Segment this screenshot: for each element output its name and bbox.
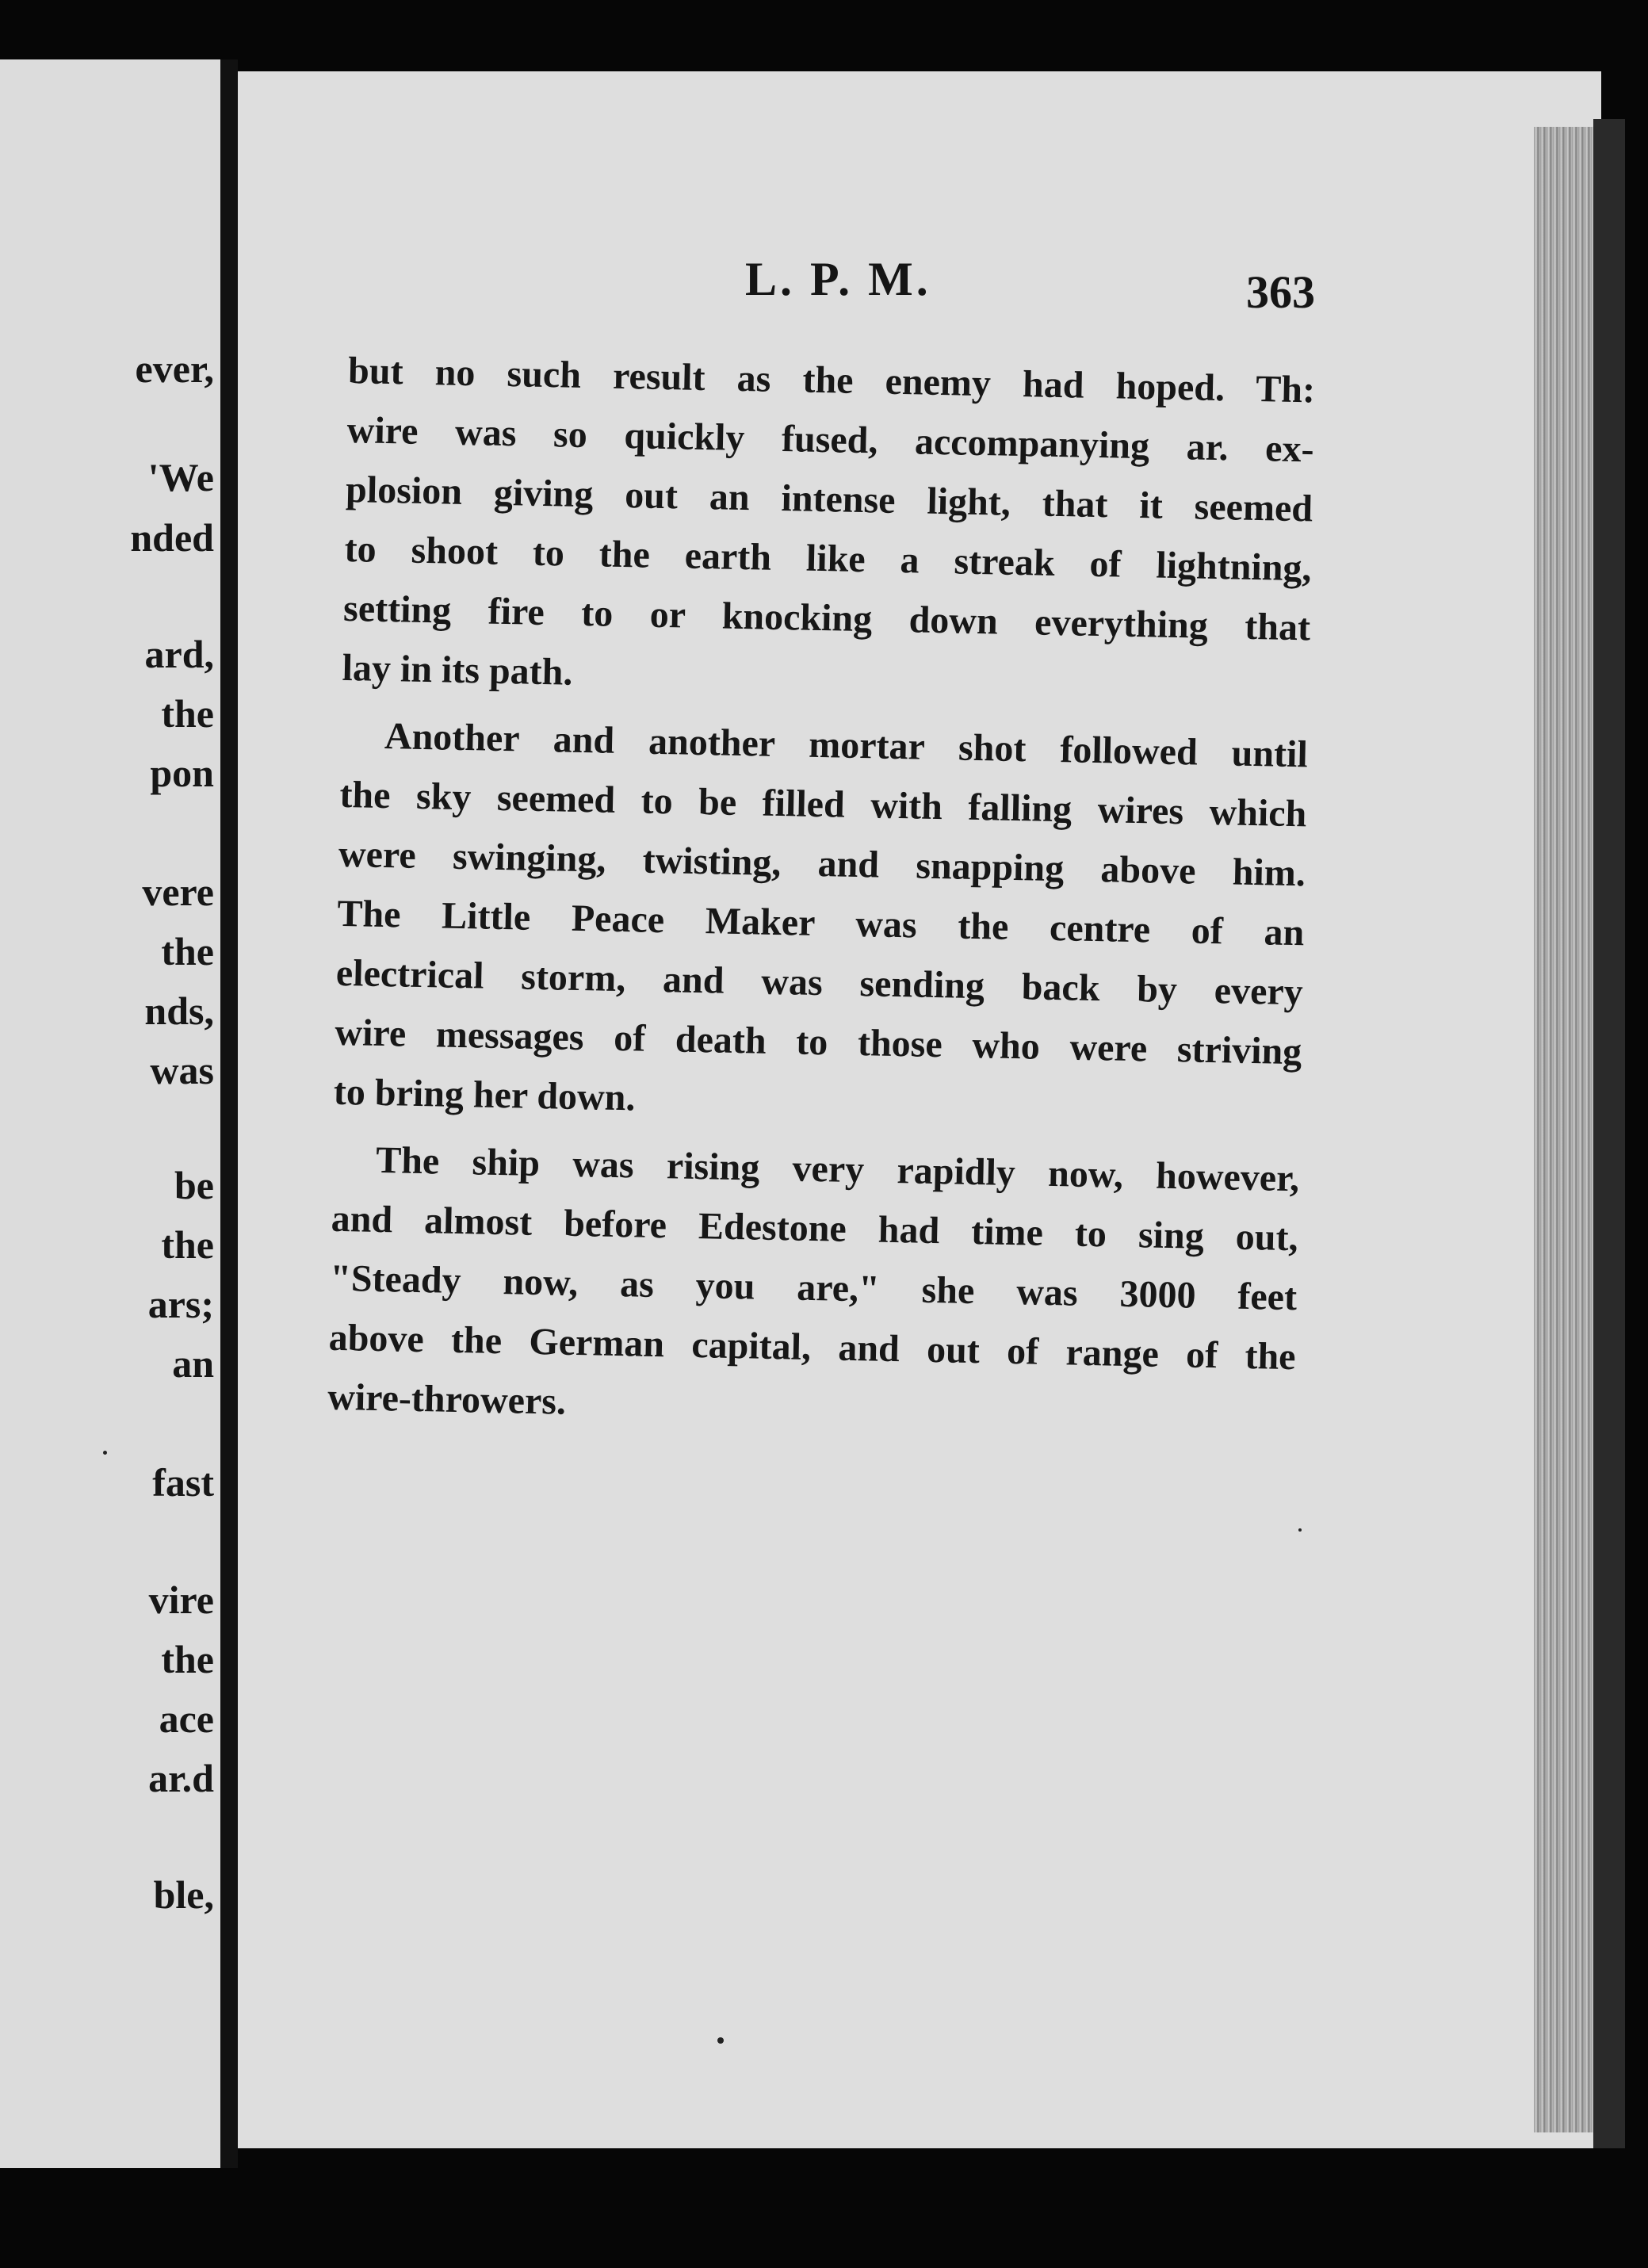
left-line-fragment: vere (142, 870, 214, 914)
text-line: wire was so quickly fused, accompanying ar. ex- (346, 408, 1315, 471)
page-edges (1534, 127, 1593, 2132)
left-line-fragment: the (161, 929, 214, 973)
left-line-fragment: ble, (153, 1872, 214, 1917)
left-line-fragment: vire (148, 1578, 214, 1622)
text-line: wire-throwers. (327, 1375, 567, 1423)
left-line-fragment: nded (130, 515, 214, 560)
book-gutter (220, 59, 238, 2168)
text-line: Another and another mortar shot followed until (384, 715, 1309, 776)
left-line-fragment: 'We (147, 455, 214, 499)
left-line-fragment: pon (150, 751, 214, 795)
running-title: L. P. M. (745, 253, 931, 305)
text-line: wire messages of death to those who were striving (334, 1011, 1302, 1073)
text-line: The Little Peace Maker was the centre of an (336, 892, 1305, 954)
page-number: 363 (1246, 266, 1315, 318)
binding-shadow (1593, 119, 1625, 2148)
text-line: electrical storm, and was sending back by every (335, 951, 1304, 1014)
body-text (327, 341, 1316, 1446)
left-line-fragment: the (161, 1222, 214, 1267)
ink-speck (717, 2037, 724, 2044)
text-line: "Steady now, as you are," she was 3000 feet (329, 1256, 1298, 1319)
left-line-fragment: ar.d (148, 1756, 214, 1800)
ink-speck (1298, 1528, 1302, 1532)
left-line-fragment: nds, (144, 989, 214, 1033)
left-line-fragment: ard, (144, 632, 214, 676)
text-line: but no such result as the enemy had hoped. Th: (347, 349, 1316, 411)
text-line: the sky seemed to be filled with falling wires which (338, 773, 1307, 836)
left-line-fragment: ever, (135, 346, 214, 391)
text-line: The ship was rising very rapidly now, however, (375, 1138, 1300, 1200)
left-line-fragment: the (161, 1637, 214, 1681)
left-line-fragment: the (161, 691, 214, 736)
text-line: setting fire to or knocking down everything that (342, 587, 1311, 649)
left-line-fragment: fast (152, 1460, 214, 1505)
text-line: to shoot to the earth like a streak of lightning, (344, 527, 1313, 590)
text-line: were swinging, twisting, and snapping above him. (338, 832, 1306, 895)
text-line: plosion giving out an intense light, that it seemed (345, 468, 1313, 530)
left-line-fragment: ars; (147, 1282, 214, 1326)
ink-speck (103, 1451, 107, 1455)
left-line-fragment: an (172, 1341, 214, 1386)
text-line: and almost before Edestone had time to sing out, (331, 1197, 1299, 1260)
left-facing-page (0, 59, 227, 2168)
text-line: lay in its path. (342, 646, 573, 694)
left-line-fragment: be (174, 1163, 214, 1207)
text-line: above the German capital, and out of range of the (328, 1316, 1297, 1379)
text-line: to bring her down. (333, 1070, 636, 1119)
left-line-fragment: was (150, 1048, 214, 1092)
left-line-fragment: ace (159, 1696, 214, 1741)
